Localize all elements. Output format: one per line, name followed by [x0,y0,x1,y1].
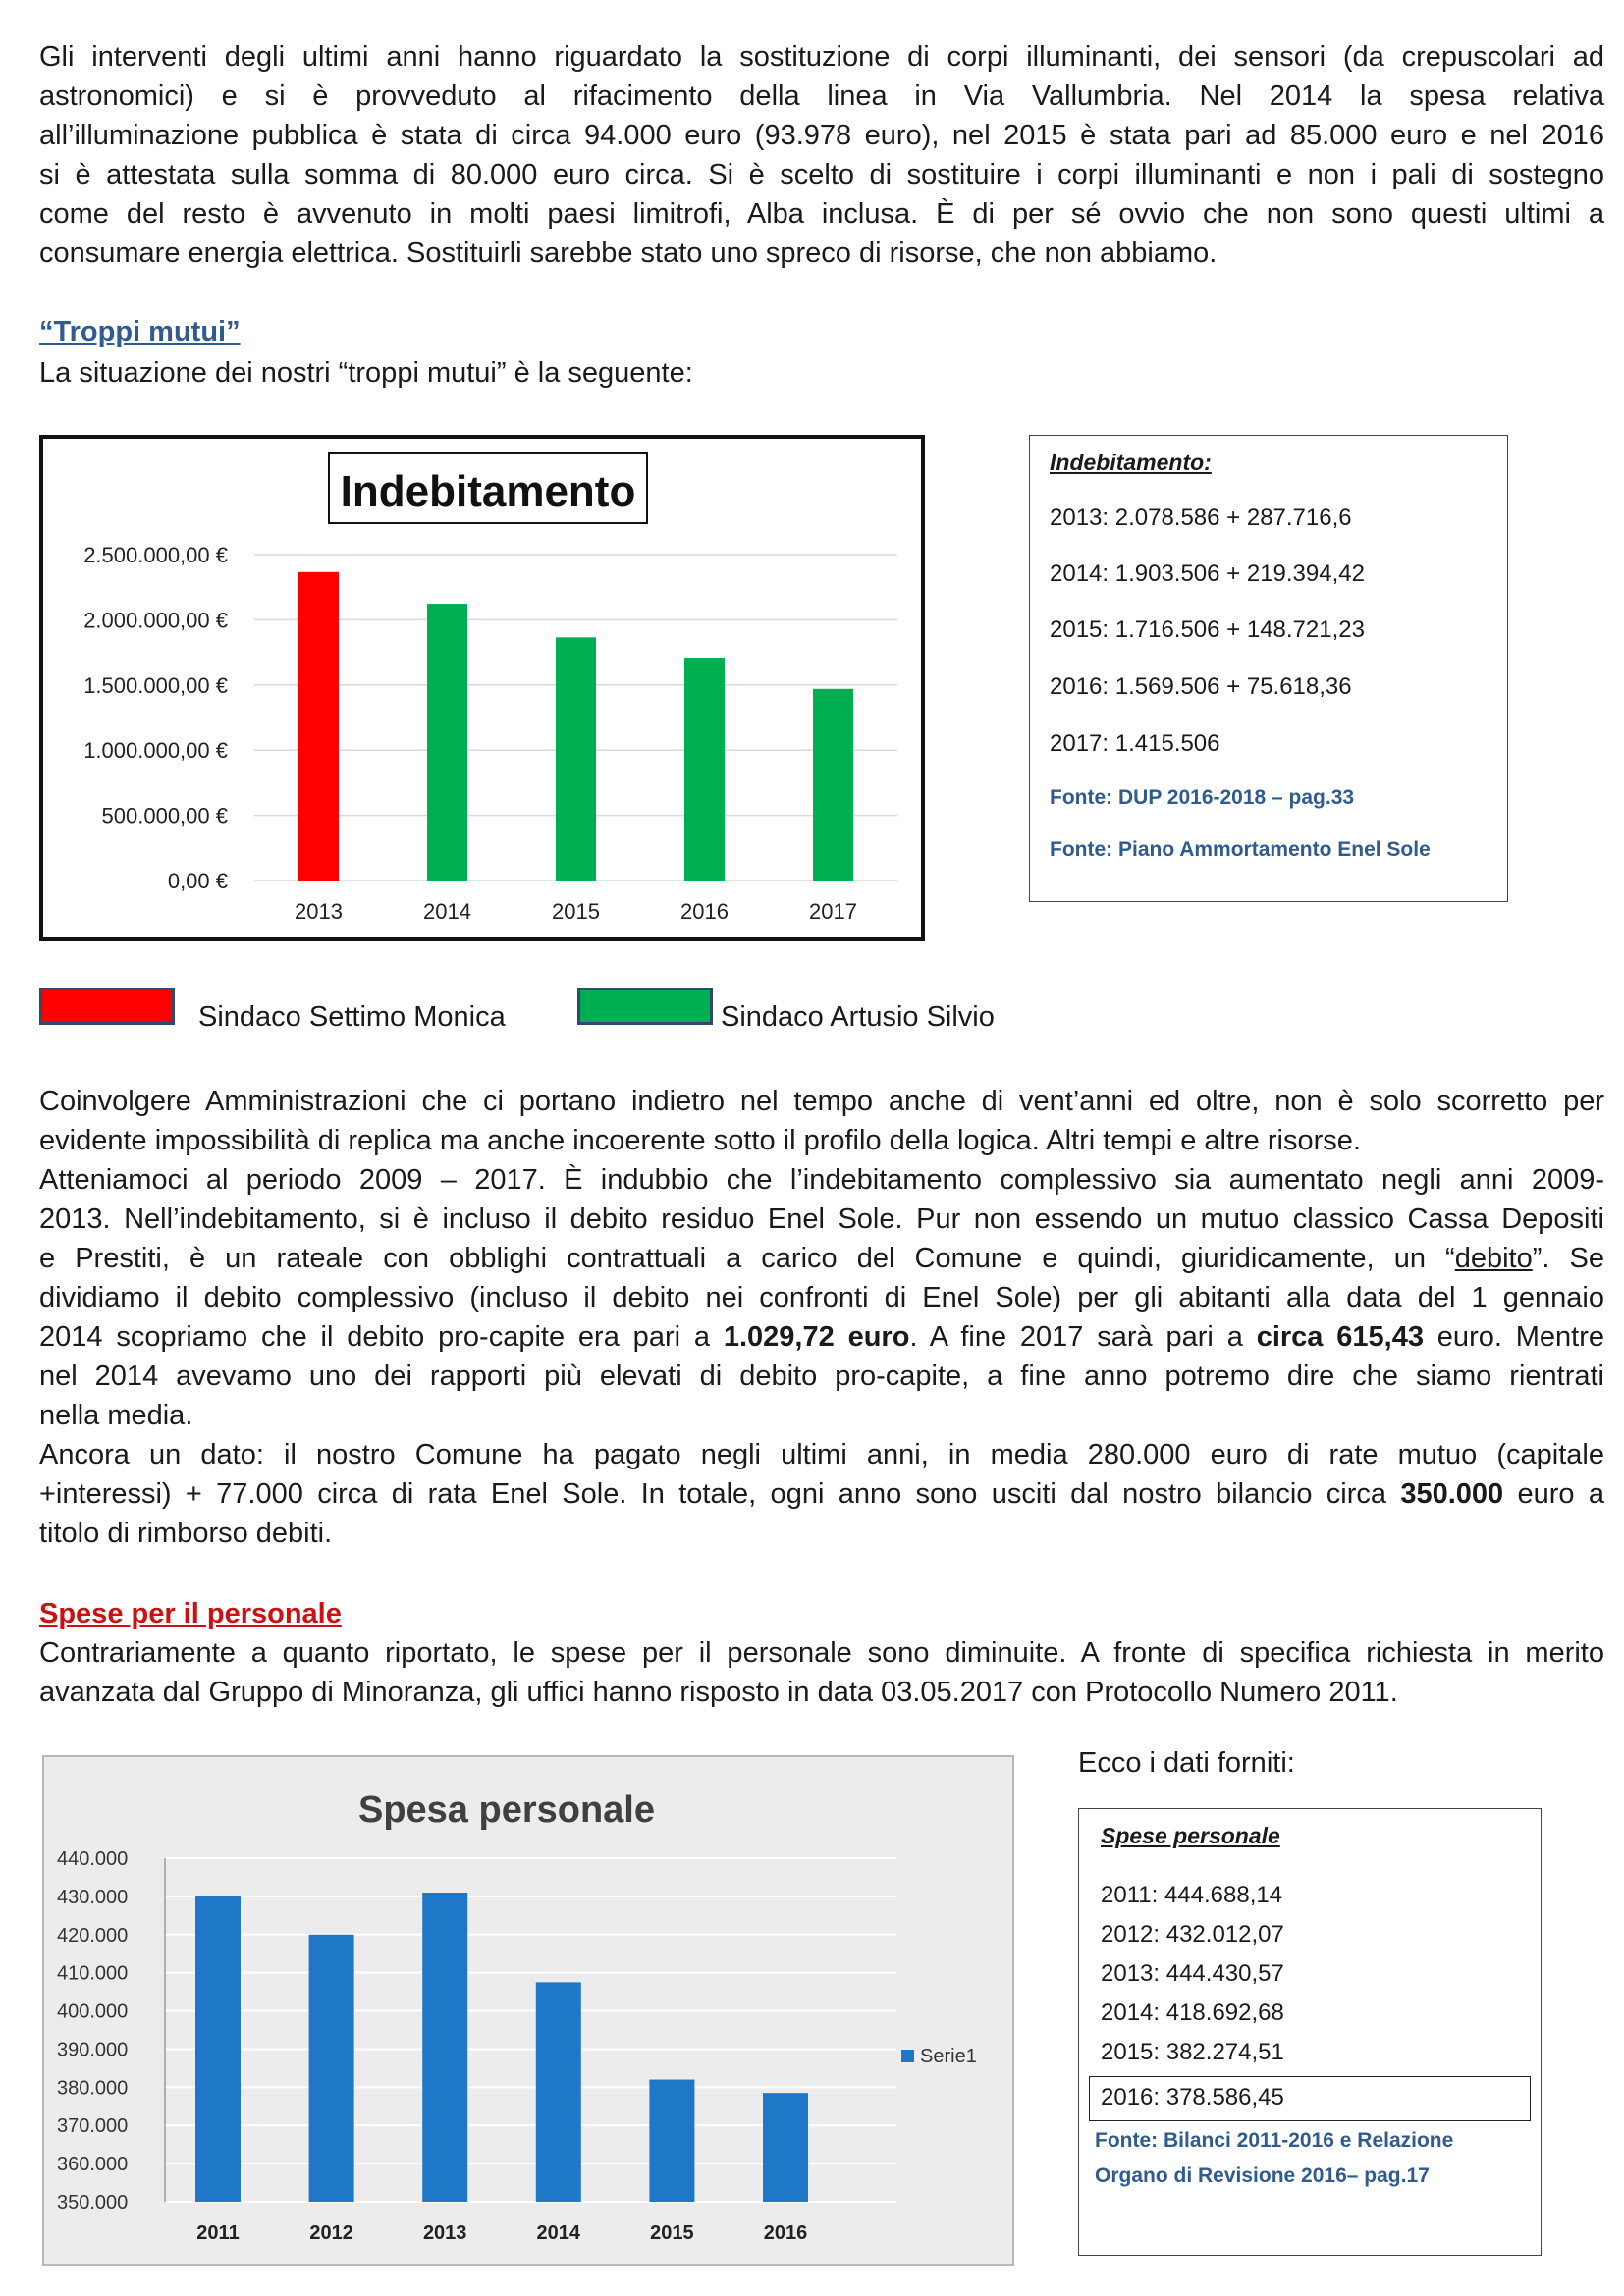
debt-line: Coinvolgere Amministrazioni che ci portano indietro nel tempo anche di vent’anni ed oltre, non è solo scorretto per [39,1086,1604,1117]
intro-line: all’illuminazione pubblica è stata di circa 94.000 euro (93.978 euro), nel 2015 è stata pari ad 85.000 euro e nel 2016 [39,120,1604,151]
legend-swatch-green [577,988,713,1025]
spese-personale-row: 2013: 444.430,57 [1101,1960,1284,1987]
bar [763,2093,808,2202]
y-tick-label: 500.000,00 € [101,803,228,828]
legend-label: Serie1 [920,2046,977,2067]
spese-personale-box-title: Spese personale [1101,1823,1280,1848]
y-tick-label: 350.000 [57,2192,129,2214]
x-tick-label: 2016 [680,899,729,924]
indebitamento-row: 2016: 1.569.506 + 75.618,36 [1050,673,1352,700]
debt-line: titolo di rimborso debiti. [39,1518,333,1549]
section-heading-mutui: “Troppi mutui” [39,316,241,347]
y-tick-label: 2.500.000,00 € [83,543,228,567]
chart-title: Indebitamento [340,467,636,515]
legend-label: Sindaco Settimo Monica [198,1001,506,1033]
bar [309,1935,354,2202]
legend-swatch-red [39,988,175,1025]
intro-line: come del resto è avvenuto in molti paesi limitrofi, Alba inclusa. È di per sé ovvio che non sono questi ultimi a [39,198,1604,230]
spesa-personale-chart [42,1755,1014,2266]
debt-line-7-end: euro. Mentre [1423,1321,1605,1353]
indebitamento-chart [39,435,925,941]
personale-paragraph [39,1633,1604,1712]
intro-line: astronomici) e si è provveduto al rifacimento della linea in Via Vallumbria. Nel 2014 la spesa relativa [39,80,1604,112]
rimborso-annuo: 350.000 [1400,1478,1504,1510]
legend-label: Sindaco Artusio Silvio [721,1001,995,1033]
x-tick-label: 2013 [422,2222,467,2244]
debt-line: Atteniamoci al periodo 2009 – 2017. È indubbio che l’indebitamento complessivo sia aumentato negli anni 2009- [39,1164,1604,1196]
pro-capite-2014: 1.029,72 euro [723,1321,910,1353]
indebitamento-box-title: Indebitamento: [1050,450,1212,475]
spese-personale-row: 2014: 418.692,68 [1101,2000,1284,2026]
mutui-intro: La situazione dei nostri “troppi mutui” è la seguente: [39,357,693,389]
debt-line-11-text: +interessi) + 77.000 circa di rata Enel Sole. In totale, ogni anno sono usciti dal nostro bilancio circa [39,1478,1401,1510]
intro-line: si è attestata sulla somma di 80.000 euro circa. Si è scelto di sostituire i corpi illuminanti e non i pali di sostegno [39,159,1604,190]
intro-line: consumare energia elettrica. Sostituirli sarebbe stato uno spreco di risorse, che non abbiamo. [39,238,1218,269]
debt-line: nella media. [39,1400,193,1431]
indebitamento-row: 2015: 1.716.506 + 148.721,23 [1050,616,1365,643]
y-tick-label: 380.000 [57,2077,129,2100]
intro-line: Gli interventi degli ultimi anni hanno riguardato la sostituzione di corpi illuminanti, dei sensori (da crepuscolari ad [39,41,1604,73]
x-tick-label: 2015 [552,899,600,924]
bar [813,689,853,881]
x-tick-label: 2013 [295,899,343,924]
debt-line: Ancora un dato: il nostro Comune ha pagato negli ultimi anni, in media 280.000 euro di rate mutuo (capitale [39,1439,1604,1470]
debt-line-5-text: e Prestiti, è un rateale con obblighi contrattuali a carico del Comune e quindi, giuridicamente, un [39,1243,1446,1274]
personale-line: Contrariamente a quanto riportato, le spese per il personale sono diminuite. A fronte di specifica richiesta in merito [39,1637,1604,1669]
bar [556,637,596,881]
spese-personale-source: Organo di Revisione 2016– pag.17 [1095,2164,1430,2187]
x-tick-label: 2016 [763,2222,808,2244]
indebitamento-source: Fonte: DUP 2016-2018 – pag.33 [1050,786,1355,809]
indebitamento-chart-svg [43,439,921,937]
indebitamento-row: 2017: 1.415.506 [1050,730,1220,757]
spese-personale-source: Fonte: Bilanci 2011-2016 e Relazione [1095,2129,1454,2152]
x-tick-label: 2014 [536,2222,581,2244]
debito-word: debito [1454,1243,1533,1274]
y-tick-label: 390.000 [57,2039,129,2061]
bar [649,2080,694,2202]
bar [422,1893,467,2202]
spese-personale-row: 2015: 382.274,51 [1101,2039,1284,2065]
indebitamento-row: 2013: 2.078.586 + 287.716,6 [1050,505,1352,531]
y-tick-label: 1.500.000,00 € [83,672,228,698]
quote-open: “ [1445,1243,1455,1274]
x-tick-label: 2015 [650,2222,694,2244]
x-tick-label: 2017 [809,899,857,924]
bar [298,572,339,881]
debt-line: nel 2014 avevamo uno dei rapporti più elevati di debito pro-capite, a fine anno potremo dire che siamo rientrati [39,1361,1604,1392]
indebitamento-source: Fonte: Piano Ammortamento Enel Sole [1050,838,1431,861]
spese-personale-row: 2016: 378.586,45 [1101,2084,1284,2110]
y-tick-label: 410.000 [57,1962,129,1985]
debt-line-11-end: euro a [1503,1478,1604,1510]
indebitamento-data-box [1029,435,1508,902]
x-tick-label: 2012 [309,2222,353,2244]
debt-line: evidente impossibilità di replica ma anche incoerente sotto il profilo della logica. Altri tempi e altre risorse. [39,1125,1361,1156]
y-tick-label: 420.000 [57,1924,129,1947]
debt-line [39,1239,1604,1278]
y-tick-label: 2.000.000,00 € [83,608,228,633]
x-tick-label: 2014 [423,899,471,924]
bar [536,1982,581,2202]
debt-line: 2013. Nell’indebitamento, si è incluso il debito residuo Enel Sole. Pur non essendo un mutuo classico Cassa Depositi [39,1203,1604,1235]
personale-line: avanzata dal Gruppo di Minoranza, gli uffici hanno risposto in data 03.05.2017 con Protocollo Numero 2011. [39,1677,1398,1708]
x-tick-label: 2011 [196,2222,240,2244]
bar [427,604,467,881]
section-heading-personale: Spese per il personale [39,1598,342,1629]
y-tick-label: 430.000 [57,1886,129,1908]
y-tick-label: 400.000 [57,2001,129,2023]
y-tick-label: 370.000 [57,2115,129,2138]
debt-line: dividiamo il debito complessivo (incluso il debito nei confronti di Enel Sole) per gli abitanti alla data del 1 gennaio [39,1282,1604,1313]
spese-personale-row: 2011: 444.688,14 [1101,1882,1283,1908]
spesa-personale-chart-svg [44,1757,1012,2264]
intro-paragraph [39,37,1604,273]
debt-line-7-text: 2014 scopriamo che il debito pro-capite era pari a [39,1321,724,1353]
spese-personale-data-box [1078,1808,1542,2256]
dati-forniti-label: Ecco i dati forniti: [1078,1747,1295,1779]
indebitamento-row: 2014: 1.903.506 + 219.394,42 [1050,561,1365,587]
debt-line-7-mid: . A fine 2017 sarà pari a [909,1321,1257,1353]
pro-capite-2017: circa 615,43 [1256,1321,1424,1353]
legend-swatch [901,2050,914,2062]
spese-personale-row: 2012: 432.012,07 [1101,1921,1284,1948]
debt-line-5-end: ”. Se [1532,1243,1605,1274]
bar [684,658,725,881]
debt-line [39,1317,1604,1357]
y-tick-label: 0,00 € [167,869,228,893]
y-tick-label: 360.000 [57,2154,129,2176]
y-tick-label: 440.000 [57,1848,129,1870]
y-tick-label: 1.000.000,00 € [83,738,228,764]
chart-title: Spesa personale [357,1789,656,1831]
debt-line [39,1474,1604,1514]
debt-paragraph [39,1082,1604,1553]
bar [195,1896,241,2202]
